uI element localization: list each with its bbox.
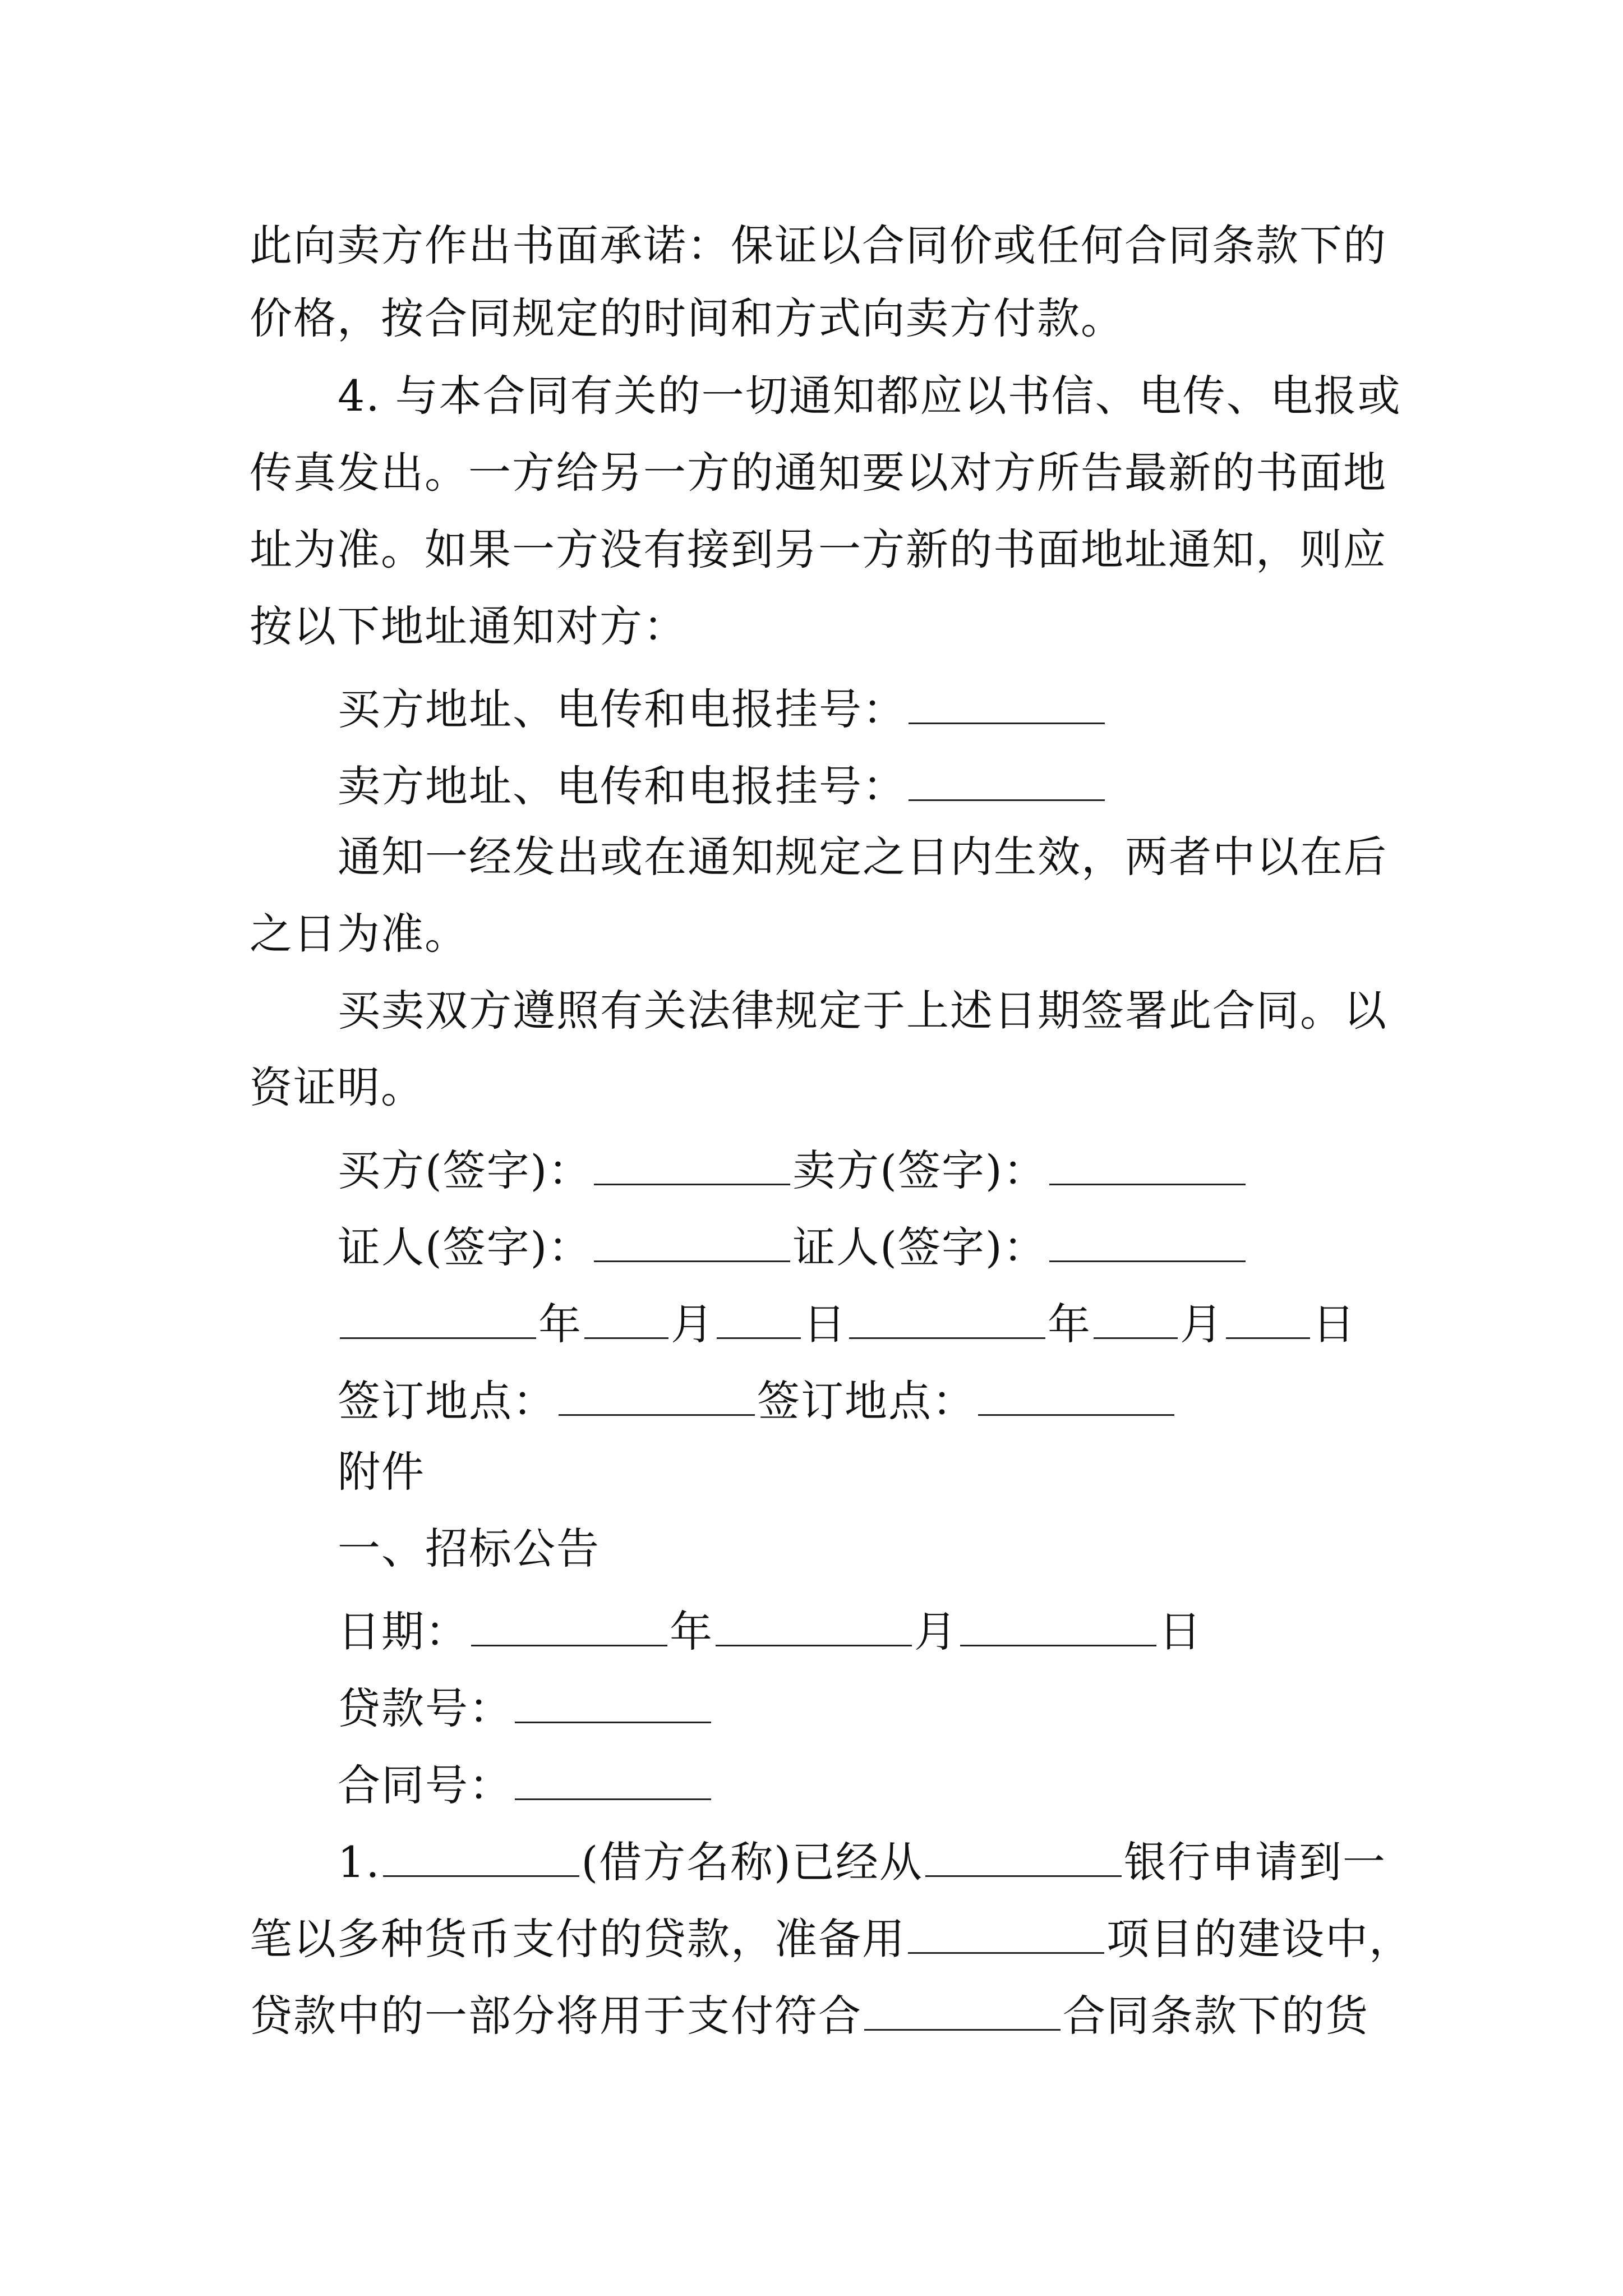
witness-label: 证人(签字)： <box>338 1222 592 1273</box>
paragraph-line <box>250 909 468 959</box>
line-text: 通知一经发出或在通知规定之日内生效，两者中以在后 <box>338 832 1387 882</box>
buyer-sign-label: 买方(签字)： <box>338 1145 592 1196</box>
line-text: 买卖双方遵照有关法律规定于上述日期签署此合同。以 <box>338 986 1387 1036</box>
month-blank <box>716 1604 912 1646</box>
year-label: 年 <box>538 1299 582 1350</box>
sign-date-line <box>338 1297 1356 1350</box>
seller-address-label: 卖方地址、电传和电报挂号： <box>338 761 906 812</box>
loan-number-blank <box>515 1681 711 1723</box>
line-text: 按以下地址通知对方： <box>250 601 687 651</box>
item-number: 1. <box>338 1837 381 1888</box>
loan-number-line <box>338 1681 713 1734</box>
year-label: 年 <box>670 1607 713 1657</box>
line-text: 笔以多种货币支付的贷款，准备用 <box>250 1914 906 1964</box>
date-line <box>338 1604 1202 1657</box>
seller-sign-label: 卖方(签字)： <box>792 1145 1047 1196</box>
item-1-line <box>338 1835 1386 1888</box>
month-label: 月 <box>671 1299 714 1350</box>
seller-address-line <box>338 759 1107 812</box>
month-label: 月 <box>914 1607 958 1657</box>
line-text: 资证明。 <box>250 1062 425 1112</box>
sign-place-blank <box>559 1374 755 1416</box>
witness-blank <box>1049 1220 1246 1262</box>
year-blank <box>849 1297 1045 1339</box>
line-text: 价格，按合同规定的时间和方式向卖方付款。 <box>250 293 1124 343</box>
loan-number-label: 贷款号： <box>338 1683 513 1734</box>
paragraph-line <box>250 1062 425 1112</box>
buyer-address-blank <box>909 682 1105 724</box>
witness-label: 证人(签字)： <box>792 1222 1047 1273</box>
paragraph-line <box>250 524 1387 574</box>
month-label: 月 <box>1180 1299 1224 1350</box>
witness-blank <box>594 1220 790 1262</box>
buyer-address-line <box>338 682 1107 735</box>
buyer-address-label: 买方地址、电传和电报挂号： <box>338 684 906 735</box>
witness-line <box>338 1220 1248 1273</box>
sign-place-label: 签订地点： <box>338 1376 556 1427</box>
seller-address-blank <box>909 759 1105 801</box>
paragraph-line <box>250 601 687 651</box>
signature-line <box>338 1143 1248 1196</box>
day-label: 日 <box>803 1299 847 1350</box>
project-blank <box>908 1912 1104 1954</box>
attachment-heading <box>338 1447 425 1497</box>
line-text: 址为准。如果一方没有接到另一方新的书面地址通知，则应 <box>250 524 1387 574</box>
line-text: 4. 与本合同有关的一切通知都应以书信、电传、电报或 <box>338 371 1401 421</box>
contract-number-blank <box>515 1758 711 1800</box>
day-label: 日 <box>1312 1299 1356 1350</box>
line-text: 传真发出。一方给另一方的通知要以对方所告最新的书面地 <box>250 448 1387 498</box>
borrower-blank <box>383 1835 579 1877</box>
line-text: 贷款中的一部分将用于支付符合 <box>250 1991 862 2041</box>
paragraph-line <box>250 220 1387 270</box>
day-blank <box>717 1297 801 1339</box>
item-text: (借方名称)已经从 <box>581 1837 923 1888</box>
line-text: 合同条款下的货 <box>1063 1991 1369 2041</box>
paragraph-line <box>250 1912 1413 1964</box>
item-text: 银行申请到一 <box>1123 1837 1386 1888</box>
bank-blank <box>925 1835 1122 1877</box>
section-title-text: 一、招标公告 <box>338 1524 600 1573</box>
paragraph-line <box>338 986 1387 1036</box>
day-blank <box>960 1604 1156 1646</box>
paragraph-line <box>250 293 1124 343</box>
paragraph-line <box>338 832 1387 882</box>
sign-place-line <box>338 1374 1177 1427</box>
day-blank <box>1226 1297 1310 1339</box>
contract-number-line <box>338 1758 713 1811</box>
line-text: 项目的建设中， <box>1106 1914 1413 1964</box>
month-blank <box>584 1297 668 1339</box>
year-label: 年 <box>1048 1299 1091 1350</box>
date-label: 日期： <box>338 1607 469 1657</box>
contract-blank <box>864 1989 1061 2031</box>
seller-sign-blank <box>1049 1143 1246 1185</box>
attachment-text: 附件 <box>338 1447 425 1497</box>
day-label: 日 <box>1159 1607 1202 1657</box>
paragraph-line <box>250 448 1387 498</box>
line-text: 此向卖方作出书面承诺：保证以合同价或任何合同条款下的 <box>250 220 1387 270</box>
month-blank <box>1094 1297 1178 1339</box>
paragraph-line <box>250 1989 1369 2041</box>
line-text: 之日为准。 <box>250 909 468 959</box>
buyer-sign-blank <box>594 1143 790 1185</box>
year-blank <box>471 1604 667 1646</box>
sign-place-label: 签订地点： <box>757 1376 976 1427</box>
sign-place-blank <box>978 1374 1174 1416</box>
contract-number-label: 合同号： <box>338 1760 513 1811</box>
year-blank <box>340 1297 536 1339</box>
section-title <box>338 1524 600 1573</box>
paragraph-line <box>338 371 1401 421</box>
